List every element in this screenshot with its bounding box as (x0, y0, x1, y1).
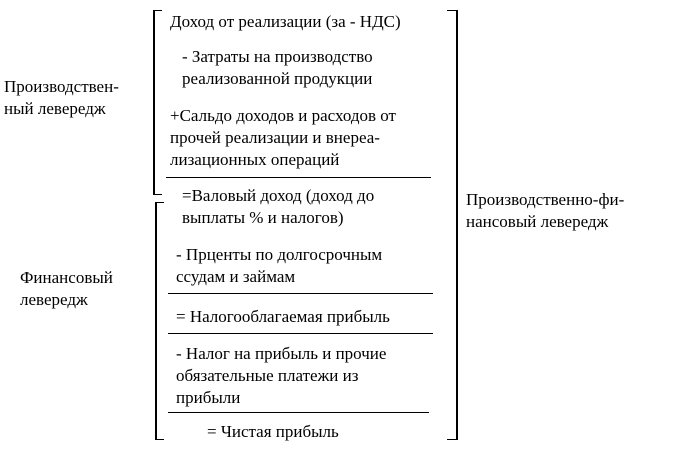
item-interest: - Прценты по долгосрочным ссудам и займам (176, 245, 383, 286)
label-financial-leverage: Финансовый левередж (20, 268, 113, 309)
item-gross-income: =Валовый доход (доход до выплаты % и налогов) (182, 186, 375, 227)
separator-gross-income (166, 177, 431, 178)
item-other-balance: +Сальдо доходов и расходов от прочей реализации и внереа- лизационных операций (170, 106, 396, 169)
item-taxable-profit: = Налогооблагаемая прибыль (176, 307, 390, 326)
separator-tax (168, 333, 433, 334)
item-production-costs: - Затраты на производство реализованной продукции (182, 47, 373, 88)
item-net-profit: = Чистая прибыль (207, 422, 339, 441)
label-combined-leverage: Производственно-фи- нансовый левередж (466, 190, 625, 231)
separator-net-profit (168, 412, 429, 413)
item-income-tax: - Налог на прибыль и прочие обязательные платежи из прибыли (176, 344, 387, 407)
label-production-leverage: Производствен- ный левередж (4, 77, 119, 118)
item-revenue: Доход от реализации (за - НДС) (170, 12, 401, 31)
separator-taxable-profit (168, 293, 433, 294)
